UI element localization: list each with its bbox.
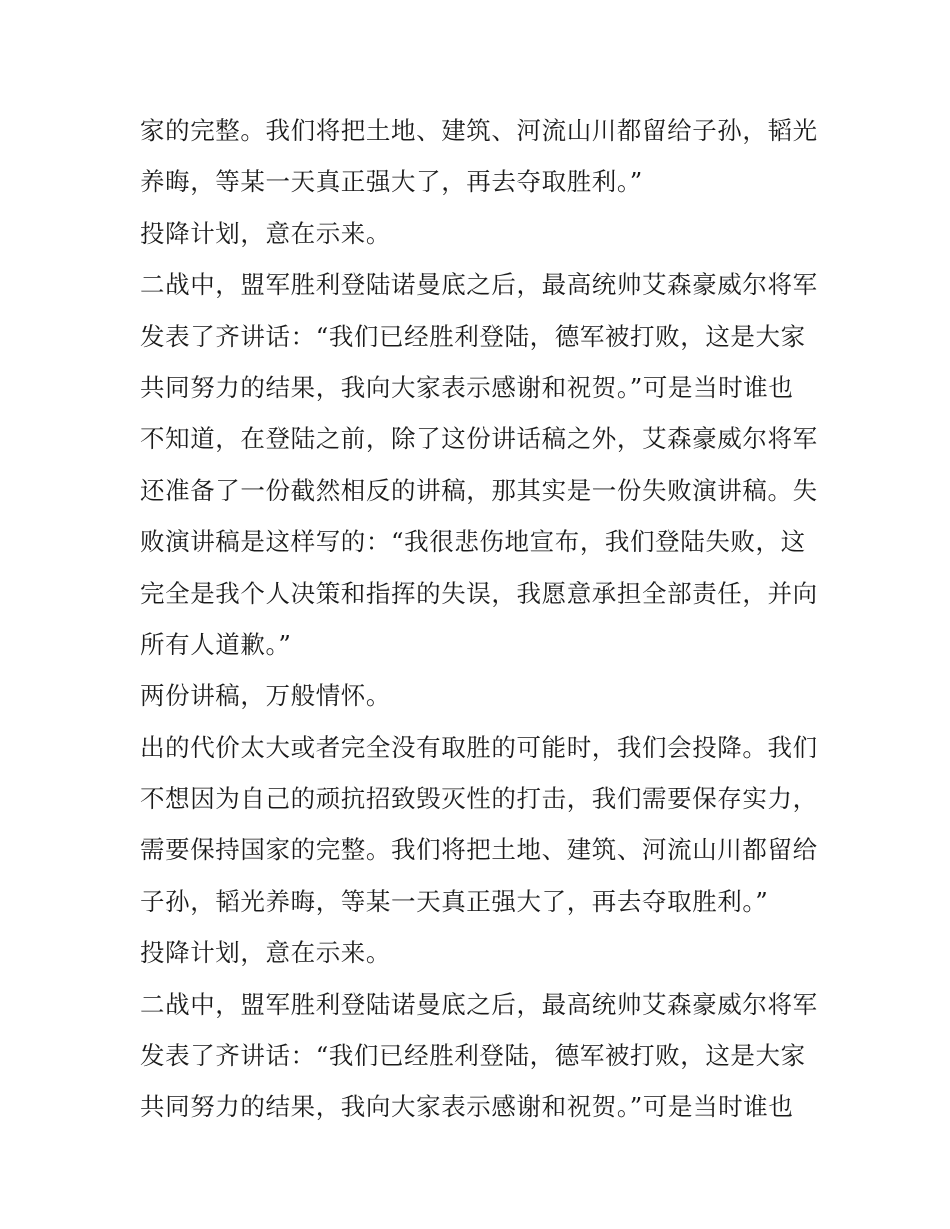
text-line: 子孙，韬光养晦，等某一天真正强大了，再去夺取胜利。”: [140, 886, 769, 916]
text-line: 所有人道歉。”: [140, 629, 292, 659]
text-line: 二战中，盟军胜利登陆诺曼底之后，最高统帅艾森豪威尔将军: [140, 989, 818, 1019]
text-line: 发表了齐讲话：“我们已经胜利登陆，德军被打败，这是大家: [140, 1041, 806, 1071]
text-line: 共同努力的结果，我向大家表示感谢和祝贺。”可是当时谁也: [140, 1092, 794, 1122]
text-line: 出的代价太大或者完全没有取胜的可能时，我们会投降。我们: [140, 732, 818, 762]
text-line: 家的完整。我们将把土地、建筑、河流山川都留给子孙，韬光: [140, 116, 818, 145]
text-line: 养晦，等某一天真正强大了，再去夺取胜利。”: [140, 167, 643, 197]
text-line: 败演讲稿是这样写的：“我很悲伤地宣布，我们登陆失败，这: [140, 527, 806, 557]
text-line: 不知道，在登陆之前，除了这份讲话稿之外，艾森豪威尔将军: [140, 424, 818, 454]
body-text: [140, 105, 820, 1133]
text-line: 二战中，盟军胜利登陆诺曼底之后，最高统帅艾森豪威尔将军: [140, 270, 818, 300]
text-line: 完全是我个人决策和指挥的失误，我愿意承担全部责任，并向: [140, 578, 818, 608]
text-line: 共同努力的结果，我向大家表示感谢和祝贺。”可是当时谁也: [140, 372, 794, 402]
text-line: 投降计划，意在示来。: [140, 218, 391, 248]
text-line: 两份讲稿，万般情怀。: [140, 681, 391, 711]
text-line: 还准备了一份截然相反的讲稿，那其实是一份失败演讲稿。失: [140, 475, 818, 505]
text-line: 不想因为自己的顽抗招致毁灭性的打击，我们需要保存实力，: [140, 784, 818, 814]
text-line: 发表了齐讲话：“我们已经胜利登陆，德军被打败，这是大家: [140, 321, 806, 351]
text-line: 需要保持国家的完整。我们将把土地、建筑、河流山川都留给: [140, 835, 818, 865]
text-line: 投降计划，意在示来。: [140, 938, 391, 968]
